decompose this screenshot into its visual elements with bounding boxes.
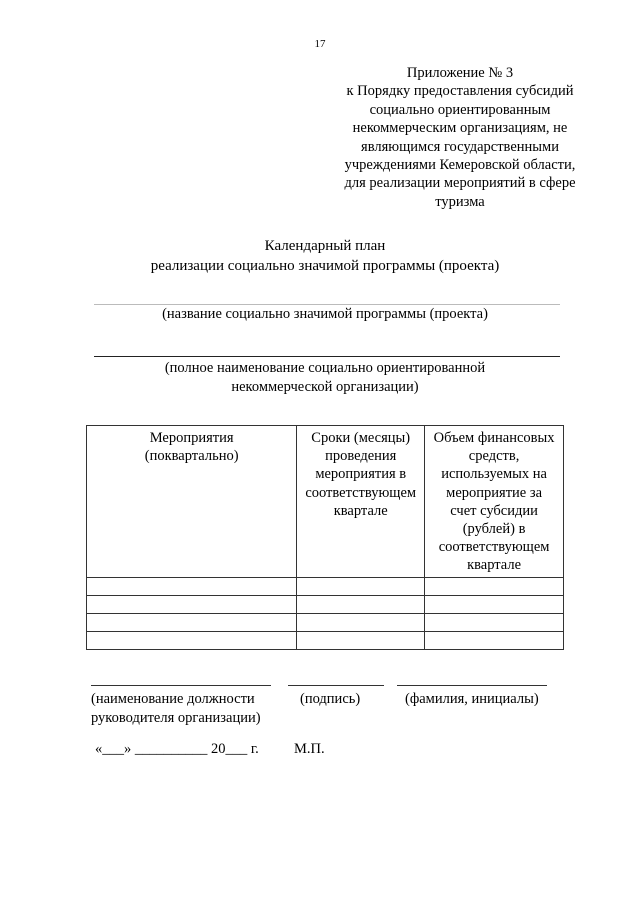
document-title	[0, 236, 640, 276]
appendix-line: для реализации мероприятий в сфере	[344, 175, 576, 192]
program-name-caption: (название социально значимой программы (проекта)	[162, 306, 488, 322]
date-open-quote: «	[95, 741, 103, 757]
header-financing: Объем финансовых средств, используемых на мероприятие за счет субсидии (рублей) в соответствующем квартале	[425, 426, 564, 578]
appendix-line: к Порядку предоставления субсидий	[346, 83, 574, 100]
position-signature-line[interactable]	[91, 685, 271, 686]
position-label	[91, 690, 261, 727]
calendar-plan-table	[86, 425, 564, 650]
appendix-line: Приложение № 3	[406, 65, 514, 81]
signature-label: (подпись)	[300, 691, 361, 707]
table-cell[interactable]	[297, 595, 425, 613]
table-cell[interactable]	[425, 631, 564, 649]
organization-caption	[0, 359, 640, 396]
table-cell[interactable]	[297, 613, 425, 631]
appendix-line: учреждениями Кемеровской области,	[344, 157, 576, 174]
name-label: (фамилия, инициалы)	[405, 691, 539, 707]
position-label-line-2: руководителя организации)	[91, 709, 261, 726]
position-label-line-1: (наименование должности	[91, 691, 255, 707]
stamp-place: М.П.	[294, 741, 325, 757]
table-cell[interactable]	[87, 577, 297, 595]
title-line-1: Календарный план	[264, 238, 386, 254]
appendix-line: некоммерческим организациям, не	[352, 120, 568, 137]
date-year-suffix: г.	[250, 741, 259, 757]
date-year-blank[interactable]: ___	[225, 741, 248, 757]
header-events: Мероприятия (поквартально)	[87, 426, 297, 578]
table-row	[87, 577, 564, 595]
date-close-quote: »	[124, 741, 132, 757]
name-signature-line[interactable]	[397, 685, 547, 686]
table-row	[87, 613, 564, 631]
appendix-line: социально ориентированным	[369, 101, 551, 118]
date-line	[95, 741, 259, 758]
date-year-prefix: 20	[211, 741, 226, 757]
table-cell[interactable]	[297, 577, 425, 595]
organization-caption-line-1: (полное наименование социально ориентированной	[164, 360, 486, 376]
table-row	[87, 595, 564, 613]
appendix-line: туризма	[435, 193, 485, 210]
header-terms: Сроки (месяцы) проведения мероприятия в соответствующем квартале	[297, 426, 425, 578]
table-row	[87, 631, 564, 649]
table-cell[interactable]	[425, 577, 564, 595]
table-cell[interactable]	[87, 631, 297, 649]
table-cell[interactable]	[87, 613, 297, 631]
page-number: 17	[314, 38, 326, 50]
appendix-line: являющимся государственными	[361, 138, 559, 155]
date-day-blank[interactable]: ___	[102, 741, 124, 757]
table-cell[interactable]	[297, 631, 425, 649]
table-cell[interactable]	[87, 595, 297, 613]
appendix-header	[300, 64, 620, 211]
title-line-2: реализации социально значимой программы (проекта)	[150, 258, 500, 274]
table-cell[interactable]	[425, 595, 564, 613]
date-month-blank[interactable]: __________	[134, 741, 208, 757]
table-header-row	[87, 426, 564, 578]
signature-line[interactable]	[288, 685, 384, 686]
organization-name-line[interactable]	[94, 356, 560, 357]
table-cell[interactable]	[425, 613, 564, 631]
organization-caption-line-2: некоммерческой организации)	[231, 378, 419, 395]
